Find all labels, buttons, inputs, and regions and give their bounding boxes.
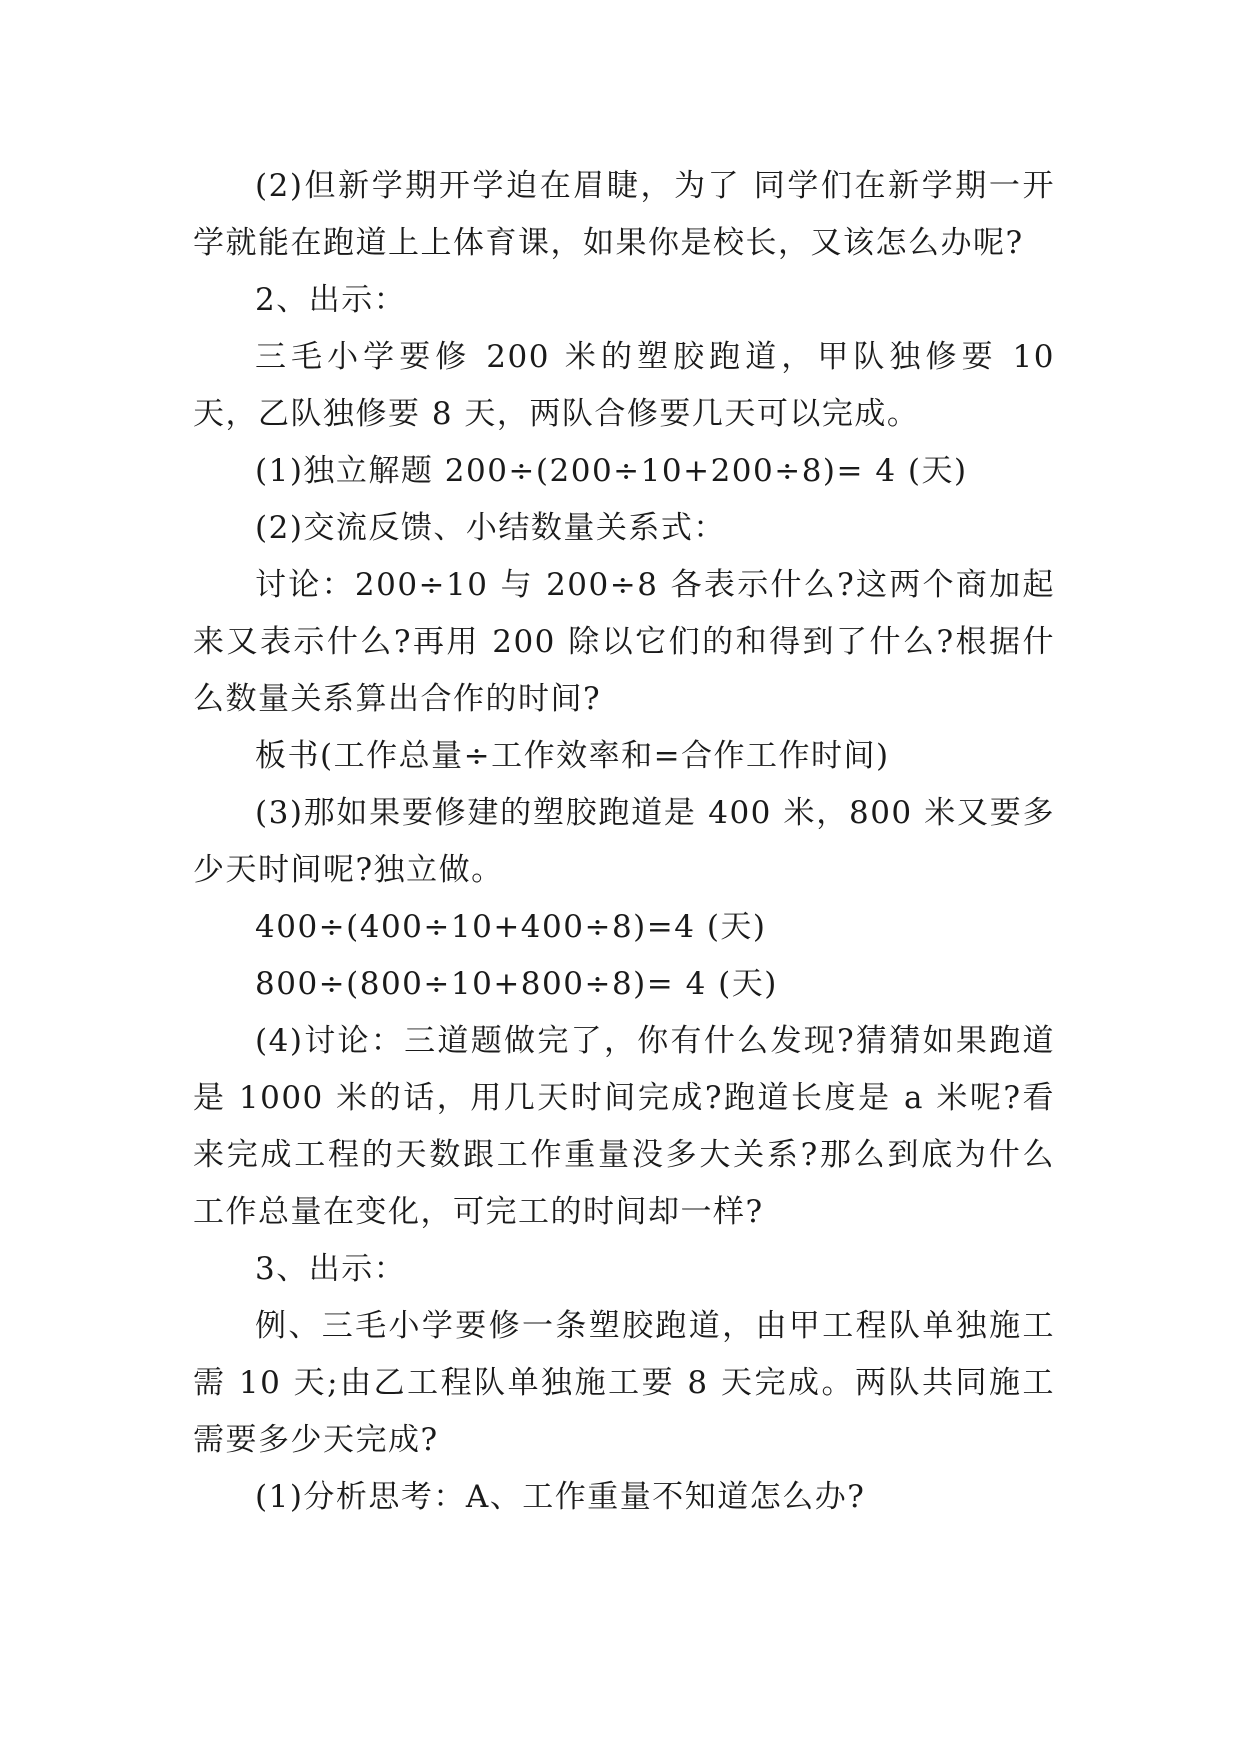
document-body (193, 158, 1055, 1526)
paragraph-question-400-800: (3)那如果要修建的塑胶跑道是 400 米，800 米又要多少天时间呢?独立做。 (193, 795, 1055, 888)
paragraph-question-principal: (2)但新学期开学迫在眉睫，为了 同学们在新学期一开学就能在跑道上上体育课，如果你是校长，又该怎么办呢? (193, 168, 1055, 261)
paragraph-solve-400m: 400÷(400÷10+400÷8)=4 (天) (255, 909, 767, 945)
paragraph-solve-200m: (1)独立解题 200÷(200÷10+200÷8)= 4 (天) (255, 453, 968, 489)
paragraph-example: 例、三毛小学要修一条塑胶跑道，由甲工程队单独施工需 10 天;由乙工程队单独施工要 8 天完成。两队共同施工需要多少天完成? (193, 1308, 1055, 1458)
paragraph-feedback: (2)交流反馈、小结数量关系式： (255, 510, 726, 546)
paragraph-show-3: 3、出示： (255, 1251, 407, 1287)
paragraph-board-writing: 板书(工作总量÷工作效率和=合作工作时间) (255, 738, 890, 774)
paragraph-solve-800m: 800÷(800÷10+800÷8)= 4 (天) (255, 966, 778, 1002)
paragraph-analysis: (1)分析思考：A、工作重量不知道怎么办? (255, 1479, 866, 1515)
paragraph-problem-200m: 三毛小学要修 200 米的塑胶跑道，甲队独修要 10 天，乙队独修要 8 天，两队合修要几天可以完成。 (193, 339, 1055, 432)
paragraph-show-2: 2、出示： (255, 282, 407, 318)
paragraph-discussion-findings: (4)讨论：三道题做完了，你有什么发现?猜猜如果跑道是 1000 米的话，用几天时间完成?跑道长度是 a 米呢?看来完成工程的天数跟工作重量没多大关系?那么到底为什么工作总量在变化，可完工的时间却一样? (193, 1023, 1055, 1230)
paragraph-discussion: 讨论：200÷10 与 200÷8 各表示什么?这两个商加起来又表示什么?再用 200 除以它们的和得到了什么?根据什么数量关系算出合作的时间? (193, 567, 1055, 717)
